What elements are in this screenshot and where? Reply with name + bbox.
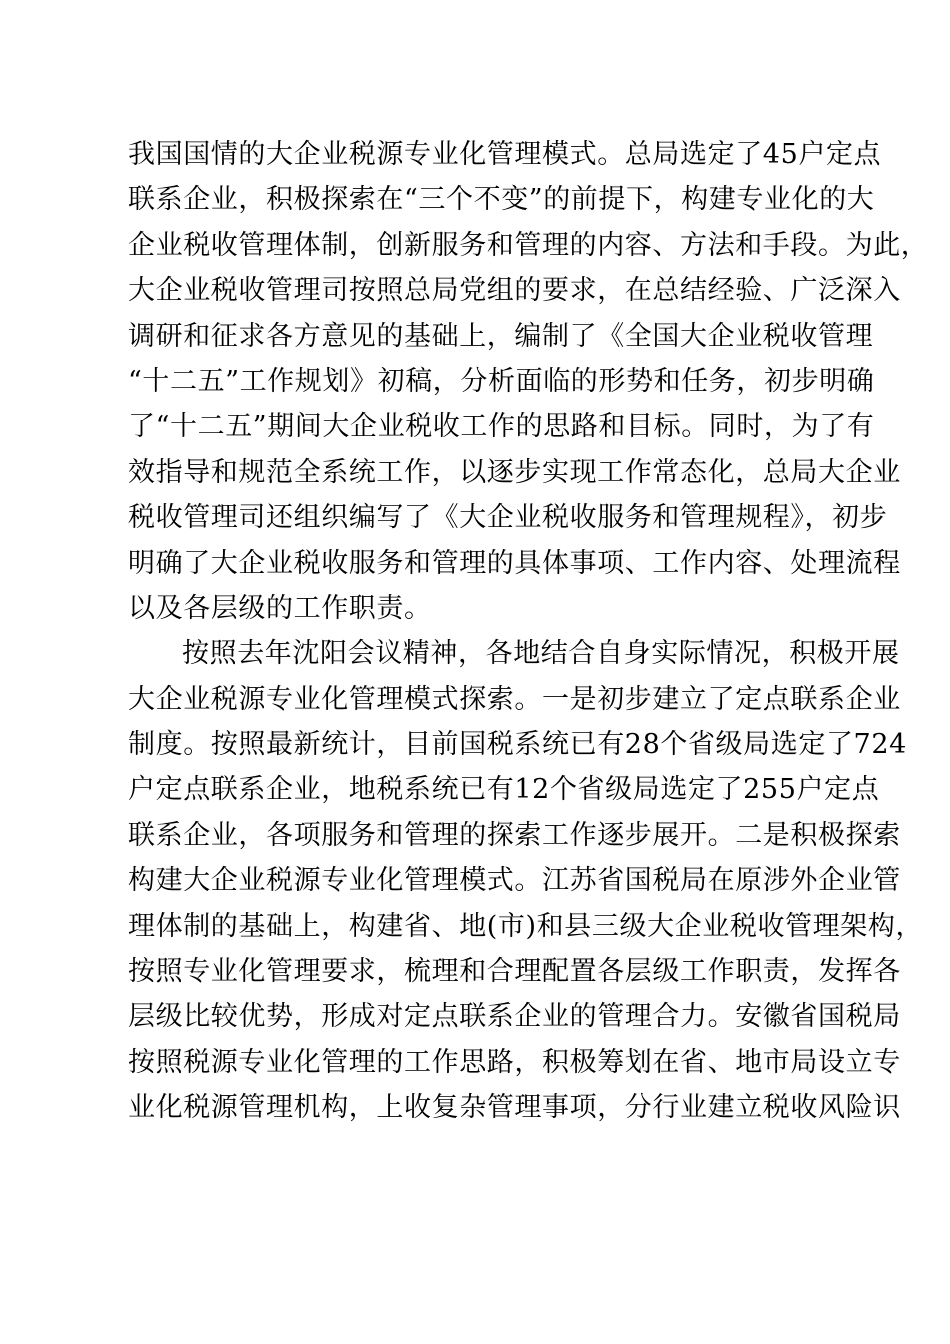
text-line: 理体制的基础上，构建省、地(市)和县三级大企业税收管理架构， [128, 910, 924, 942]
text-line: 按照专业化管理要求，梳理和合理配置各层级工作职责，发挥各 [128, 956, 901, 988]
text-line: 构建大企业税源专业化管理模式。江苏省国税局在原涉外企业管 [128, 865, 901, 897]
paragraph-start-line: 按照去年沈阳会议精神，各地结合自身实际情况，积极开展 [182, 638, 900, 670]
text-line: 调研和征求各方意见的基础上，编制了《全国大企业税收管理 [128, 320, 874, 352]
text-line: 了“十二五”期间大企业税收工作的思路和目标。同时，为了有 [128, 411, 875, 443]
text-line: 企业税收管理体制，创新服务和管理的内容、方法和手段。为此， [128, 229, 929, 261]
text-line: 税收管理司还组织编写了《大企业税收服务和管理规程》，初步 [128, 502, 888, 534]
text-line: 效指导和规范全系统工作，以逐步实现工作常态化，总局大企业 [128, 456, 901, 488]
paragraph-end-line: 以及各层级的工作职责。 [128, 592, 432, 624]
text-line: 户定点联系企业，地税系统已有12个省级局选定了255户定点 [128, 774, 880, 806]
text-line: 制度。按照最新统计，目前国税系统已有28个省级局选定了724 [128, 729, 907, 761]
text-line: 联系企业，积极探索在“三个不变”的前提下，构建专业化的大 [128, 184, 875, 216]
text-line: 大企业税源专业化管理模式探索。一是初步建立了定点联系企业 [128, 683, 901, 715]
text-line: 业化税源管理机构，上收复杂管理事项，分行业建立税收风险识 [128, 1092, 901, 1124]
text-line: 大企业税收管理司按照总局党组的要求，在总结经验、广泛深入 [128, 275, 901, 307]
text-line: 层级比较优势，形成对定点联系企业的管理合力。安徽省国税局 [128, 1001, 901, 1033]
text-line: “十二五”工作规划》初稿，分析面临的形势和任务，初步明确 [128, 365, 875, 397]
text-line: 我国国情的大企业税源专业化管理模式。总局选定了45户定点 [128, 139, 882, 170]
text-line: 按照税源专业化管理的工作思路，积极筹划在省、地市局设立专 [128, 1046, 901, 1078]
text-line: 联系企业，各项服务和管理的探索工作逐步展开。二是积极探索 [128, 819, 901, 851]
body-text [128, 132, 929, 1131]
text-line: 明确了大企业税收服务和管理的具体事项、工作内容、处理流程 [128, 547, 901, 579]
